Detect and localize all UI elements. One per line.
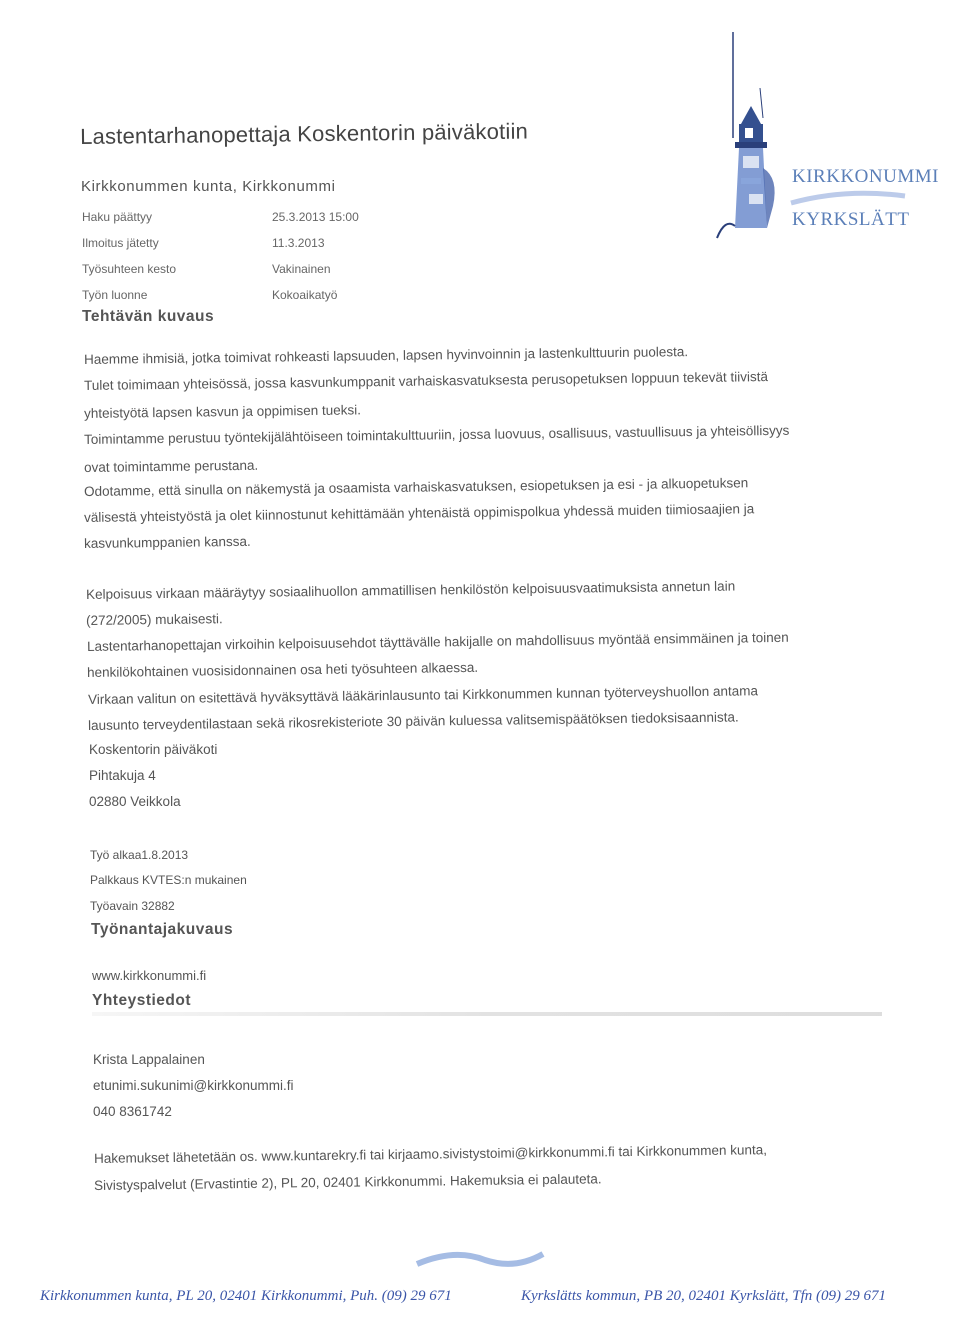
detail-row xyxy=(82,236,325,250)
text-line: välisestä yhteistyöstä ja olet kiinnostunut kehittämään yhtenäistä oppimispolkua yhdessä muiden tiimiosaajien ja xyxy=(84,501,755,525)
text-line: Odotamme, että sinulla on näkemystä ja osaamista varhaiskasvatuksen, esiopetuksen ja esi - ja alkuopetuksen xyxy=(84,475,749,499)
logo-text-kirkkonummi: KIRKKONUMMI xyxy=(792,166,939,187)
section-heading-employer: Työnantajakuvaus xyxy=(91,921,234,938)
detail-value: Kokoaikatyö xyxy=(272,288,338,302)
footer-swedish: Kyrkslätts kommun, PB 20, 02401 Kyrkslätt, Tfn (09) 29 671 xyxy=(521,1288,886,1304)
address-line: Pihtakuja 4 xyxy=(89,768,156,783)
swoosh-icon xyxy=(415,1248,545,1272)
text-line: Virkaan valitun on esitettävä hyväksyttävä lääkärinlausunto tai Kirkkonummen kunnan työterveyshuollon antama xyxy=(88,683,759,707)
text-line: lausunto terveydentilastaan sekä rikosrekisteriote 30 päivän kuluessa valitsemispäätöksen tiedoksisaannista. xyxy=(88,709,739,733)
contact-name: Krista Lappalainen xyxy=(93,1052,205,1067)
contact-phone: 040 8361742 xyxy=(93,1104,172,1119)
text-line: Hakemukset lähetetään os. www.kuntarekry.fi tai kirjaamo.sivistystoimi@kirkkonummi.fi tai Kirkkonummen kunta, xyxy=(94,1142,768,1166)
text-line: yhteistyötä lapsen kasvun ja oppimisen tueksi. xyxy=(84,402,362,421)
text-line: Sivistyspalvelut (Ervastintie 2), PL 20, 02401 Kirkkonummi. Hakemuksia ei palauteta. xyxy=(94,1171,602,1193)
text-line: Kelpoisuus virkaan määräytyy sosiaalihuollon ammatillisen henkilöstön kelpoisuusvaatimuksista annetun lain xyxy=(86,578,736,602)
text-line: Haemme ihmisiä, jotka toimivat rohkeasti lapsuuden, lapsen hyvinvoinnin ja lastenkulttuurin puolesta. xyxy=(84,344,689,367)
section-heading-contact: Yhteystiedot xyxy=(92,992,192,1009)
job-start: Työ alkaa1.8.2013 xyxy=(90,848,189,862)
footer-finnish: Kirkkonummen kunta, PL 20, 02401 Kirkkonummi, Puh. (09) 29 671 xyxy=(40,1288,452,1304)
text-line: Lastentarhanopettajan virkoihin kelpoisuusehdot täyttävälle hakijalle on mahdollisuus myöntää ensimmäinen ja toinen xyxy=(87,629,789,654)
contact-email[interactable]: etunimi.sukunimi@kirkkonummi.fi xyxy=(93,1078,294,1093)
detail-row xyxy=(82,210,359,224)
page-title: Lastentarhanopettaja Koskentorin päiväkotiin xyxy=(80,118,529,149)
section-heading-task: Tehtävän kuvaus xyxy=(82,308,215,325)
address-line: Koskentorin päiväkoti xyxy=(89,742,218,757)
logo-text-kyrkslatt: KYRKSLÄTT xyxy=(792,209,910,230)
divider xyxy=(92,1012,882,1016)
detail-value: Vakinainen xyxy=(272,262,331,276)
text-line: ovat toimintamme perustana. xyxy=(84,457,259,475)
text-line: Tulet toimimaan yhteisössä, jossa kasvunkumppanit varhaiskasvatuksesta perusopetuksen loppuun tekevät tiivistä xyxy=(84,369,768,393)
detail-row xyxy=(82,288,337,302)
text-line: henkilökohtainen vuosisidonnainen osa heti työsuhteen alkaessa. xyxy=(87,659,479,680)
detail-row xyxy=(82,262,331,276)
job-salary: Palkkaus KVTES:n mukainen xyxy=(90,873,247,887)
detail-value: 25.3.2013 15:00 xyxy=(272,210,359,224)
detail-value: 11.3.2013 xyxy=(272,236,325,250)
detail-label: Työn luonne xyxy=(82,288,148,302)
text-line: (272/2005) mukaisesti. xyxy=(86,611,223,628)
address-line: 02880 Veikkola xyxy=(89,794,181,809)
job-key: Työavain 32882 xyxy=(90,899,175,913)
detail-label: Haku päättyy xyxy=(82,210,153,224)
detail-label: Ilmoitus jätetty xyxy=(82,236,159,250)
text-line: Toimintamme perustuu työntekijälähtöiseen toimintakulttuuriin, jossa luovuus, osallisuus, vastuullisuus ja yhteisöllisyys xyxy=(84,422,790,447)
detail-label: Työsuhteen kesto xyxy=(82,262,177,276)
employer-name: Kirkkonummen kunta, Kirkkonummi xyxy=(81,178,336,195)
website-link[interactable]: www.kirkkonummi.fi xyxy=(92,968,207,983)
text-line: kasvunkumppanien kanssa. xyxy=(84,533,251,551)
